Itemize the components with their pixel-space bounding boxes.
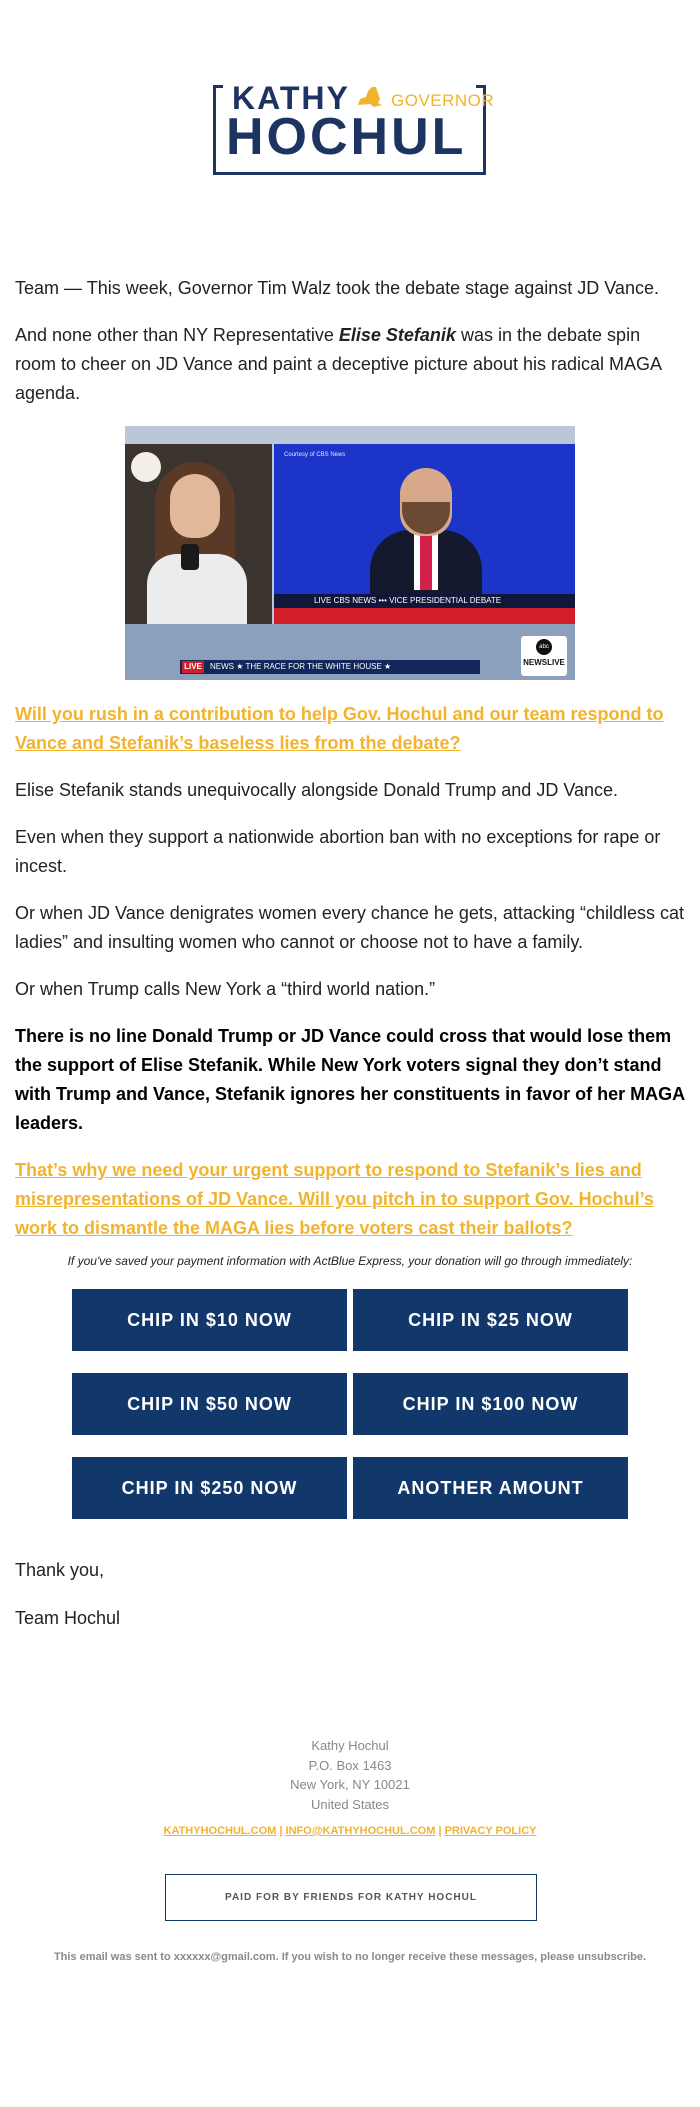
paragraph-cat-ladies: Or when JD Vance denigrates women every chance he gets, attacking “childless cat ladies” and insulting women who cannot or choose not to have a family. <box>15 903 685 952</box>
privacy-policy-link[interactable]: PRIVACY POLICY <box>444 1825 537 1837</box>
paragraph-third-world: Or when Trump calls New York a “third world nation.” <box>15 979 436 999</box>
paragraph-stands: Elise Stefanik stands unequivocally alongside Donald Trump and JD Vance. <box>15 780 619 800</box>
new-york-state-icon <box>354 85 384 109</box>
logo-frame-left <box>213 85 223 88</box>
abc-news-live-logo <box>521 636 567 676</box>
logo-title: GOVERNOR <box>391 91 495 110</box>
footer-country: United States <box>310 1796 390 1812</box>
logo-first-name: KATHY <box>232 80 350 116</box>
stefanik-paragraph: And none other than NY Representative Elise Stefanik was in the debate spin room to cheer on JD Vance and paint a deceptive picture about his radical MAGA agenda. <box>15 325 662 403</box>
intro-paragraph: Team — This week, Governor Tim Walz took the debate stage against JD Vance. <box>15 278 659 298</box>
chip-in-250-button[interactable]: CHIP IN $250 NOW <box>72 1457 347 1519</box>
logo-frame-right <box>476 85 486 88</box>
abc-disc: abc <box>536 639 552 655</box>
footer-po-box: P.O. Box 1463 <box>308 1757 392 1773</box>
email-link[interactable]: INFO@KATHYHOCHUL.COM <box>285 1825 436 1837</box>
actblue-express-note: If you've saved your payment information with ActBlue Express, your donation will go through immediately: <box>67 1254 633 1268</box>
chip-in-100-button[interactable]: CHIP IN $100 NOW <box>353 1373 628 1435</box>
cta-link-contribute[interactable]: Will you rush in a contribution to help Gov. Hochul and our team respond to Vance and Stefanik’s baseless lies from the debate? <box>15 704 664 753</box>
unsubscribe-notice[interactable]: This email was sent to xxxxxx@gmail.com. If you wish to no longer receive these messages, please unsubscribe. <box>53 1951 647 1963</box>
chip-in-10-button[interactable]: CHIP IN $10 NOW <box>72 1289 347 1351</box>
chip-in-25-button[interactable]: CHIP IN $25 NOW <box>353 1289 628 1351</box>
cta-link-2-wrap <box>15 1156 685 1243</box>
paid-for-disclaimer: PAID FOR BY FRIENDS FOR KATHY HOCHUL <box>165 1874 537 1921</box>
kathy-hochul-logo <box>213 80 495 175</box>
bold-paragraph: There is no line Donald Trump or JD Vance could cross that would lose them the support of Elise Stefanik. While New York voters signal they don’t stand with Trump and Vance, Stefanik ignores her constituents in favor of her MAGA leaders. <box>15 1026 685 1133</box>
website-link[interactable]: KATHYHOCHUL.COM <box>163 1825 277 1837</box>
another-amount-button[interactable]: ANOTHER AMOUNT <box>353 1457 628 1519</box>
footer-name: Kathy Hochul <box>311 1738 389 1753</box>
news-ticker: NEWS ★ THE RACE FOR THE WHITE HOUSE ★ <box>180 660 480 674</box>
news-ticker-panel <box>125 624 575 680</box>
link-separator: | <box>438 1825 442 1837</box>
logo-last-name: HOCHUL <box>226 108 467 166</box>
chip-in-50-button[interactable]: CHIP IN $50 NOW <box>72 1373 347 1435</box>
live-badge: LIVE <box>182 661 204 673</box>
footer-links <box>0 1825 700 1837</box>
abc-news-live-label: NEWSLIVE <box>523 658 565 667</box>
paragraph-abortion: Even when they support a nationwide abortion ban with no exceptions for rape or incest. <box>15 827 661 876</box>
stefanik-name: Elise Stefanik <box>338 325 456 345</box>
cta-link-1-wrap <box>15 700 685 758</box>
vance-photo-panel <box>274 444 575 624</box>
signoff-team: Team Hochul <box>15 1608 121 1628</box>
cta-link-urgent-support[interactable]: That’s why we need your urgent support to respond to Stefanik’s lies and misrepresentations of JD Vance. Will you pitch in to support Gov. Hochul’s work to dismantle the MAGA lies before voters cast their ballots? <box>15 1160 654 1238</box>
debate-news-image <box>125 426 575 680</box>
link-separator: | <box>279 1825 283 1837</box>
signoff-thanks: Thank you, <box>15 1560 105 1580</box>
stefanik-photo-panel <box>125 444 272 624</box>
debate-chyron: LIVE CBS NEWS ••• VICE PRESIDENTIAL DEBATE <box>274 594 575 608</box>
footer-address <box>0 1736 700 1814</box>
courtesy-label: Courtesy of CBS News <box>284 452 346 458</box>
footer-city: New York, NY 10021 <box>290 1777 410 1792</box>
